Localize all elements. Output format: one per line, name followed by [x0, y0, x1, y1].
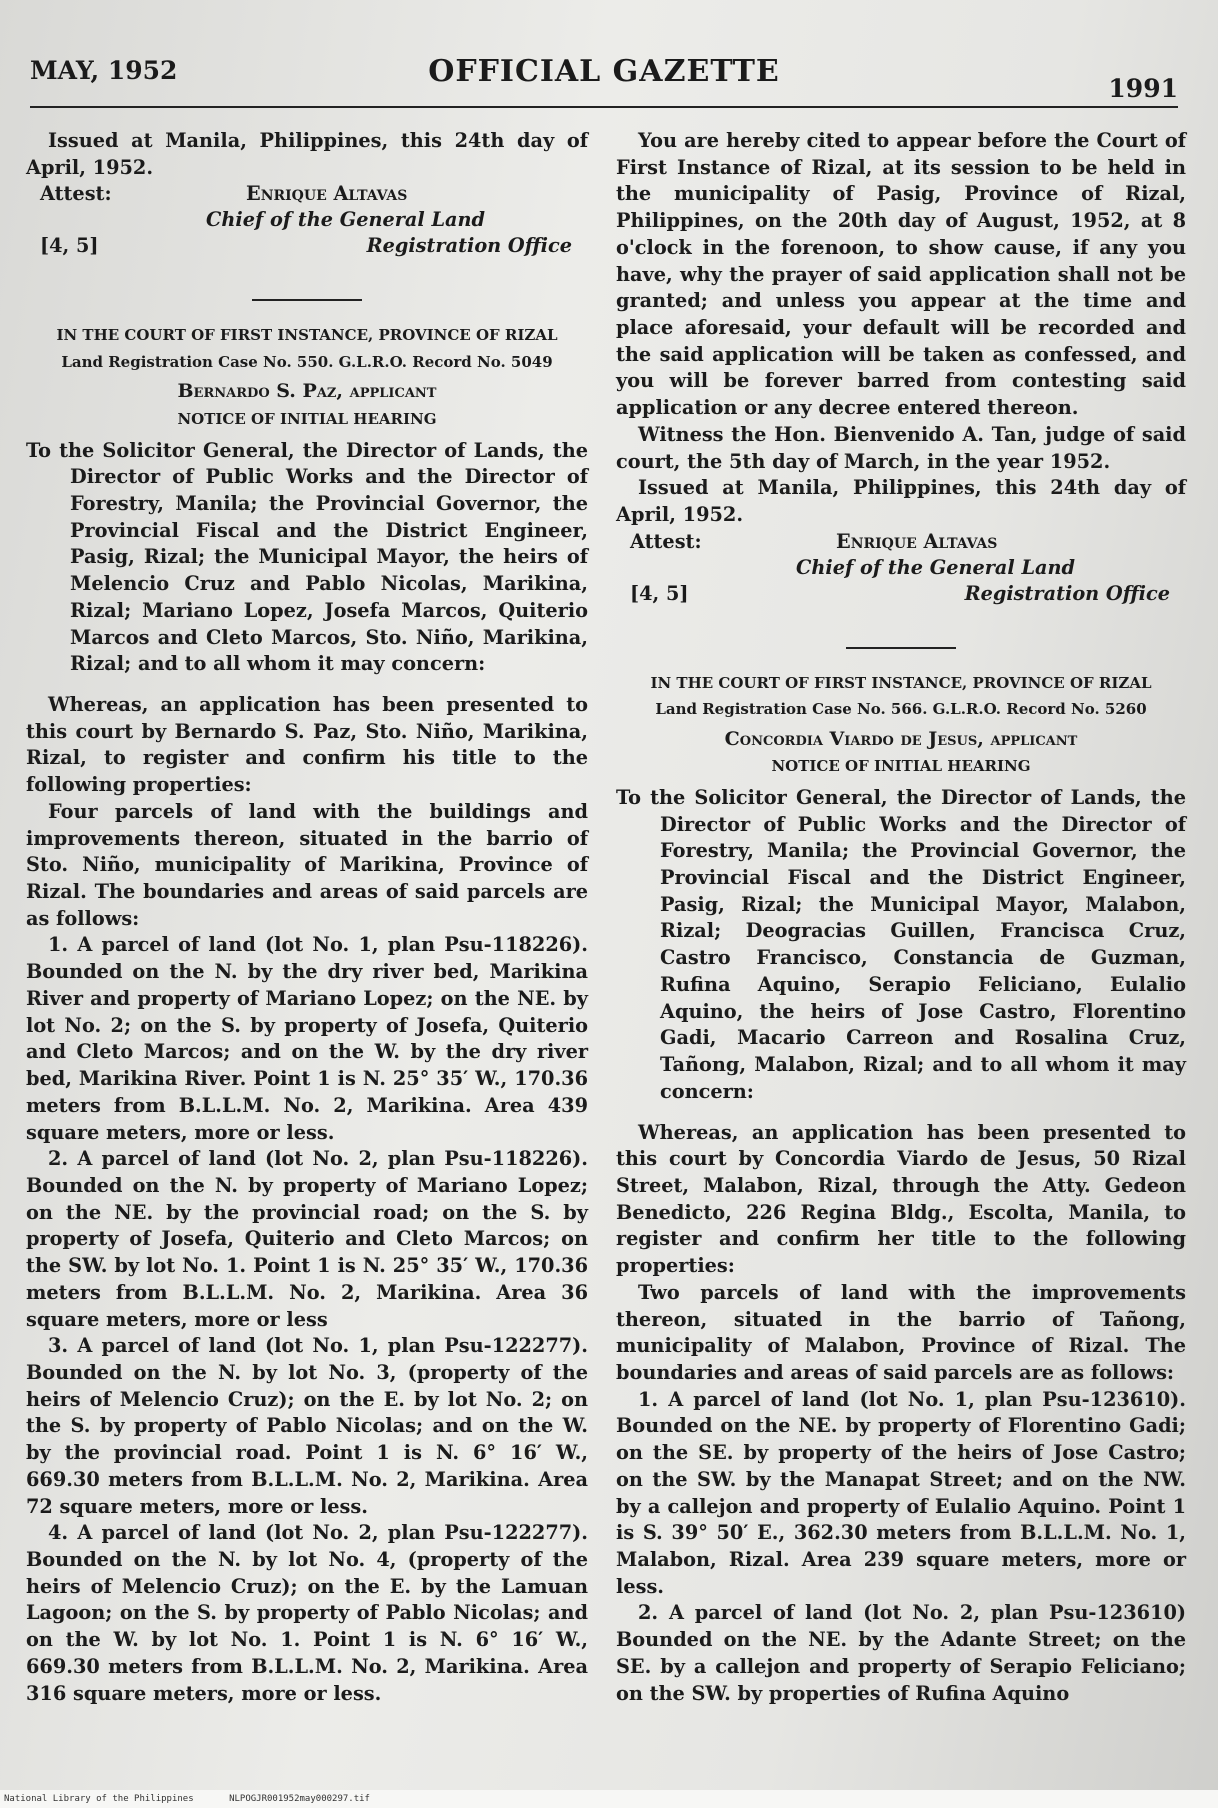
- issue-numbers: [4, 5]: [630, 581, 689, 605]
- whereas-paragraph: Whereas, an application has been presented to this court by Bernardo S. Paz, Sto. Niño, Marikina, Rizal, to register and confirm his title to the following properties:: [26, 693, 588, 797]
- issue-date: MAY, 1952: [30, 56, 178, 85]
- page-header: [30, 46, 1178, 108]
- citation-paragraph: You are hereby cited to appear before the Court of First Instance of Rizal, at its session to be held in the municipality of Pasig, Province of Rizal, Philippines, on the 20th day of August, 1952, at 8 o'clock in the forenoon, to show cause, if any you have, why the prayer of said application shall not be granted; and unless you appear at the time and place aforesaid, your default will be recorded and the said application will be taken as confessed, and you will be forever barred from contesting said application or any decree entered thereon.: [616, 129, 1186, 420]
- parcels-intro: Four parcels of land with the buildings and improvements thereon, situated in the barrio of Sto. Niño, municipality of Marikina, Province of Rizal. The boundaries and areas of said parcels are as follows:: [26, 799, 588, 930]
- notice-heading: NOTICE OF INITIAL HEARING: [177, 409, 437, 428]
- applicant-line: Bernardo S. Paz, applicant: [177, 380, 437, 403]
- addressees: To the Solicitor General, the Director of Lands, the Director of Public Works and the Director of Forestry, Manila; the Provincial Governor, the Provincial Fiscal and the District Engineer, Pasig, Rizal; the Municipal Mayor, the heirs of Melencio Cruz and Pablo Nicolas, Marikina, Rizal; Mariano Lopez, Josefa Marcos, Quiterio Marcos and Cleto Marcos, Sto. Niño, Marikina, Rizal; and to all whom it may concern:: [26, 438, 588, 676]
- parcels-intro: Two parcels of land with the improvements thereon, situated in the barrio of Tañong, municipality of Malabon, Province of Rizal. The boundaries and areas of said parcels are as follows:: [616, 1280, 1186, 1384]
- whereas-paragraph: Whereas, an application has been presented to this court by Concordia Viardo de Jesus, 50 Rizal Street, Malabon, Rizal, through the Atty. Gedeon Benedicto, 226 Regina Bldg., Escolta, Manila, to register and confirm her title to the following properties:: [616, 1120, 1186, 1278]
- issue-numbers: [4, 5]: [40, 234, 99, 258]
- publication-title: OFFICIAL GAZETTE: [428, 54, 780, 89]
- library-credit: National Library of the Philippines: [4, 1794, 194, 1804]
- parcel-paragraph: 4. A parcel of land (lot No. 2, plan Psu-122277). Bounded on the N. by lot No. 4, (property of the heirs of Melencio Cruz); on the E. by the Lamuan Lagoon; on the S. by property of Pablo Nicolas; and on the W. by lot No. 1. Point 1 is N. 6° 16′ W., 669.30 meters from B.L.L.M. No. 2, Marikina. Area 316 square meters, more or less.: [26, 1521, 588, 1705]
- section-divider: [846, 647, 956, 649]
- parcel-paragraph: 1. A parcel of land (lot No. 1, plan Psu-118226). Bounded on the N. by the dry river bed, Marikina River and property of Mariano Lopez; on the NE. by lot No. 2; on the S. by property of Josefa, Quiterio and Cleto Marcos; and on the W. by the dry river bed, Marikina River. Point 1 is N. 25° 35′ W., 170.36 meters from B.L.L.M. No. 2, Marikina. Area 439 square meters, more or less.: [26, 933, 588, 1144]
- left-column: [26, 128, 588, 1707]
- case-line: Land Registration Case No. 550. G.L.R.O. Record No. 5049: [61, 352, 553, 371]
- attestation-block: [26, 181, 588, 281]
- attest-name: Enrique Altavas: [836, 529, 998, 553]
- parcel-paragraph: 2. A parcel of land (lot No. 2, plan Psu-123610) Bounded on the NE. by the Adante Street; on the SE. by a callejon and property of Serapio Feliciano; on the SW. by properties of Rufina Aquino: [616, 1601, 1186, 1705]
- scan-filename: NLPOGJR001952may000297.tif: [229, 1794, 370, 1804]
- court-heading: IN THE COURT OF FIRST INSTANCE, PROVINCE OF RIZAL: [650, 673, 1152, 692]
- attest-name: Enrique Altavas: [246, 182, 408, 206]
- attest-title-line1: Chief of the General Land: [206, 208, 485, 232]
- scan-footer: [0, 1790, 1218, 1808]
- attest-title-line2: Registration Office: [964, 581, 1170, 605]
- court-heading: IN THE COURT OF FIRST INSTANCE, PROVINCE OF RIZAL: [56, 326, 558, 345]
- addressees: To the Solicitor General, the Director of Lands, the Director of Public Works and the Director of Forestry, Manila; the Provincial Governor, the Provincial Fiscal and the District Engineer, Pasig, Rizal; the Municipal Mayor, Malabon, Rizal; Deogracias Guillen, Francisca Cruz, Castro Francisco, Constancia de Guzman, Rufina Aquino, Serapio Feliciano, Eulalio Aquino, the heirs of Jose Castro, Florentino Gadi, Macario Carreon and Rosalina Cruz, Tañong, Malabon, Rizal; and to all whom it may concern:: [616, 785, 1186, 1103]
- attestation-block: [616, 529, 1186, 629]
- attest-title-line1: Chief of the General Land: [796, 555, 1075, 579]
- page-number: 1991: [1108, 74, 1178, 103]
- attest-label: Attest:: [40, 182, 112, 206]
- issued-line: Issued at Manila, Philippines, this 24th day of April, 1952.: [26, 129, 588, 179]
- case-line: Land Registration Case No. 566. G.L.R.O. Record No. 5260: [655, 700, 1147, 719]
- parcel-paragraph: 2. A parcel of land (lot No. 2, plan Psu-118226). Bounded on the N. by property of Mariano Lopez; on the NE. by the provincial road; on the S. by property of Josefa, Quiterio and Cleto Marcos; on the SW. by lot No. 1. Point 1 is N. 25° 35′ W., 170.36 meters from B.L.L.M. No. 2, Marikina. Area 36 square meters, more or less: [26, 1147, 588, 1331]
- section-divider: [252, 299, 362, 301]
- attest-label: Attest:: [630, 529, 702, 553]
- witness-paragraph: Witness the Hon. Bienvenido A. Tan, judge of said court, the 5th day of March, in the year 1952.: [616, 422, 1186, 473]
- issued-line: Issued at Manila, Philippines, this 24th day of April, 1952.: [616, 476, 1186, 527]
- parcel-paragraph: 3. A parcel of land (lot No. 1, plan Psu-122277). Bounded on the N. by lot No. 3, (property of the heirs of Melencio Cruz); on the E. by lot No. 2; on the S. by property of Pablo Nicolas; and on the W. by the provincial road. Point 1 is N. 6° 16′ W., 669.30 meters from B.L.L.M. No. 2, Marikina. Area 72 square meters, more or less.: [26, 1334, 588, 1518]
- attest-title-line2: Registration Office: [366, 234, 572, 258]
- applicant-line: Concordia Viardo de Jesus, applicant: [724, 727, 1078, 750]
- notice-heading: NOTICE OF INITIAL HEARING: [771, 757, 1031, 776]
- right-column: [616, 128, 1186, 1707]
- parcel-paragraph: 1. A parcel of land (lot No. 1, plan Psu-123610). Bounded on the NE. by property of Florentino Gadi; on the SE. by property of the heirs of Jose Castro; on the SW. by the Manapat Street; and on the NW. by a callejon and property of Eulalio Aquino. Point 1 is S. 39° 50′ E., 362.30 meters from B.L.L.M. No. 1, Malabon, Rizal. Area 239 square meters, more or less.: [616, 1387, 1186, 1598]
